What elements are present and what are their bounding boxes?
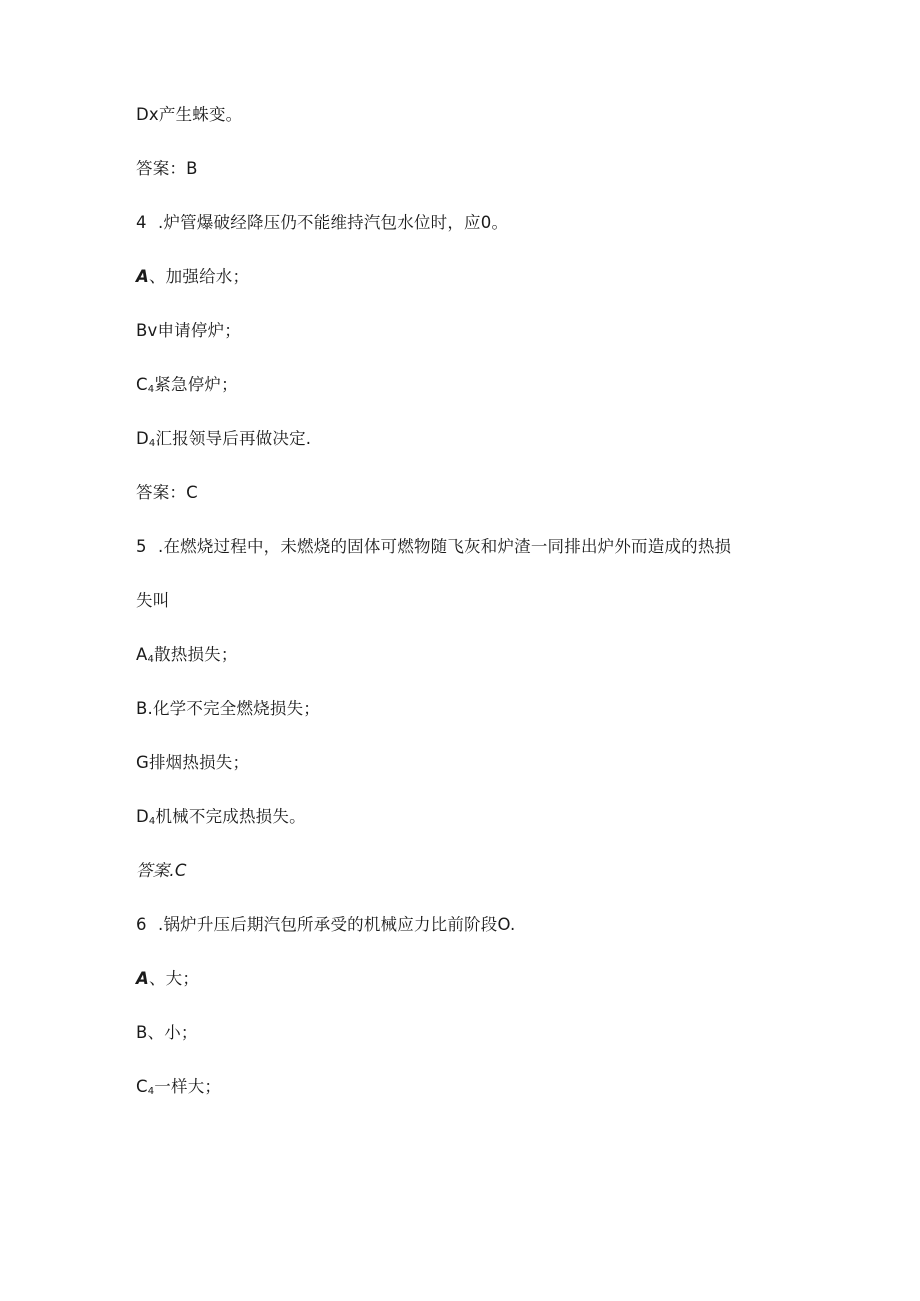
option-text: 紧急停炉； — [154, 375, 238, 394]
option-letter: A — [136, 645, 148, 664]
option-b-q5: B.化学不完全燃烧损失； — [136, 699, 320, 718]
option-subscript: 4 — [147, 1086, 155, 1097]
option-d-q4 — [136, 428, 311, 455]
option-a-q6 — [136, 968, 199, 990]
option-subscript: 4 — [147, 654, 155, 665]
option-b-q4: Bv申请停炉； — [136, 321, 241, 340]
question-number: 5 — [136, 537, 147, 556]
question-number: 4 — [136, 213, 147, 232]
question-text: .在燃烧过程中，未燃烧的固体可燃物随飞灰和炉渣一同排出炉外而造成的热损 — [158, 537, 732, 556]
option-text: 汇报领导后再做决定. — [155, 429, 312, 448]
option-subscript: 4 — [148, 816, 156, 827]
option-text: 散热损失； — [154, 645, 238, 664]
answer-q5: 答案.C — [136, 861, 187, 880]
option-letter: C — [136, 375, 148, 394]
option-subscript: 4 — [148, 438, 156, 449]
option-text: 机械不完成热损失。 — [155, 807, 306, 826]
answer-q4: 答案：C — [136, 483, 198, 502]
question-number: 6 — [136, 915, 147, 934]
question-5 — [136, 536, 731, 558]
option-d-q3: Dx产生蛛变。 — [136, 105, 243, 124]
option-letter: C — [136, 1077, 148, 1096]
option-letter: D — [136, 807, 149, 826]
option-text: 一样大； — [154, 1077, 222, 1096]
option-subscript: 4 — [147, 384, 155, 395]
option-a-q4 — [136, 266, 249, 288]
option-letter: A — [136, 267, 149, 286]
answer-q3: 答案：B — [136, 159, 198, 178]
option-c-q4 — [136, 374, 238, 401]
option-text: 、加强给水； — [148, 267, 250, 286]
option-a-q5 — [136, 644, 238, 671]
question-text: .锅炉升压后期汽包所承受的机械应力比前阶段O. — [158, 915, 516, 934]
question-4 — [136, 212, 508, 234]
option-text: 、大； — [148, 969, 200, 988]
option-d-q5 — [136, 806, 306, 833]
option-c-q6 — [136, 1076, 221, 1103]
option-b-q6: B、小； — [136, 1023, 198, 1042]
option-letter: A — [136, 969, 149, 988]
option-letter: D — [136, 429, 149, 448]
question-5-continuation: 失叫 — [136, 591, 170, 610]
question-text: .炉管爆破经降压仍不能维持汽包水位时，应0。 — [158, 213, 509, 232]
question-6 — [136, 914, 515, 936]
option-c-q5: G排烟热损失； — [136, 753, 250, 772]
